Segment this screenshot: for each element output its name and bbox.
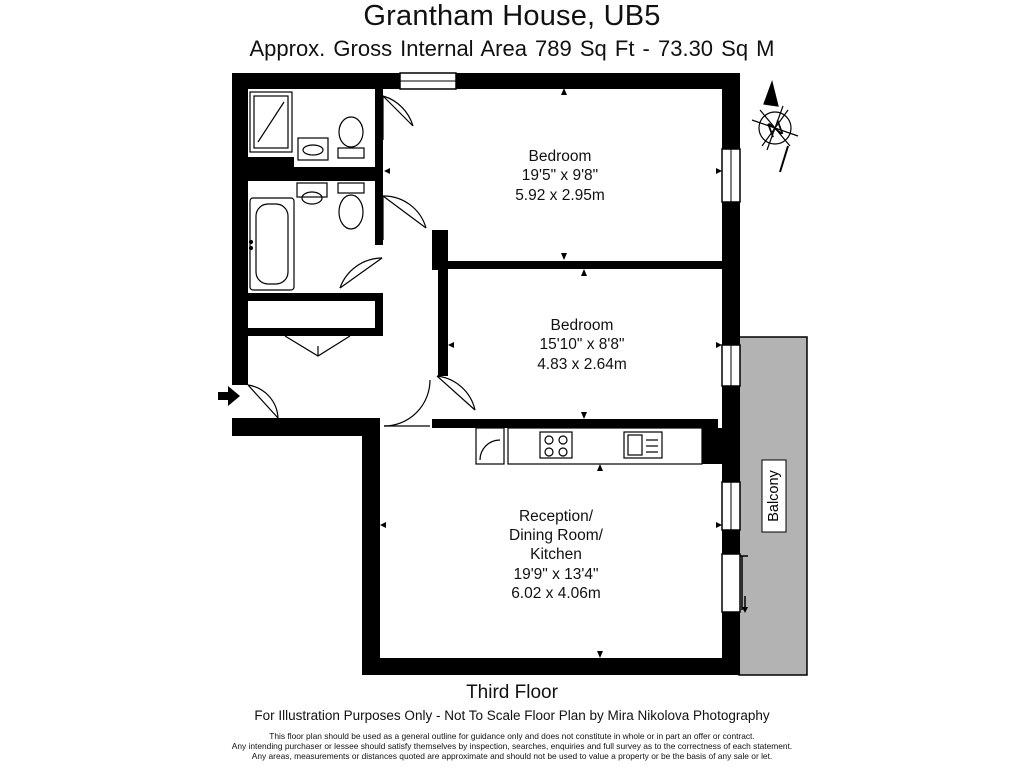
bedroom1-metric: 5.92 x 2.95m: [515, 187, 605, 204]
compass-north-label: N: [764, 116, 787, 143]
shower: [250, 92, 292, 152]
bathtub: [250, 198, 295, 290]
bedroom2-metric: 4.83 x 2.64m: [537, 356, 627, 373]
reception-line3: Kitchen: [530, 546, 582, 563]
reception-line2: Dining Room/: [509, 527, 603, 544]
entry-arrow-icon: [218, 386, 240, 406]
fine-print-1: This floor plan should be used as a general outline for guidance only and does not constitute in whole or in part an offer or contract.: [269, 731, 755, 741]
plan-title: Grantham House, UB5: [363, 0, 661, 32]
walls: [232, 73, 740, 675]
floor-label: Third Floor: [466, 682, 558, 703]
fine-print-3: Any areas, measurements or distances quoted are approximate and should not be used to value a property or be the basis of any sale or let.: [251, 751, 773, 761]
fine-print-2: Any intending purchaser or lessee should satisfy themselves by inspection, searches, enquiries and full survey as to the correctness of each statement.: [231, 741, 793, 751]
reception-line1: Reception/: [518, 508, 594, 525]
reception-imperial: 19'9" x 13'4": [513, 566, 599, 583]
balcony-label: Balcony: [765, 470, 782, 522]
disclaimer: For Illustration Purposes Only - Not To Scale Floor Plan by Mira Nikolova Photography: [254, 708, 770, 723]
kitchen-counter: [508, 428, 702, 464]
gross-area: Approx. Gross Internal Area 789 Sq Ft - 73.30 Sq M: [249, 36, 775, 61]
reception-metric: 6.02 x 4.06m: [511, 585, 601, 602]
bedroom2-imperial: 15'10" x 8'8": [539, 336, 625, 353]
bedroom1-name: Bedroom: [528, 148, 592, 165]
bedroom2-name: Bedroom: [550, 317, 614, 334]
bedroom1-imperial: 19'5" x 9'8": [521, 167, 599, 184]
